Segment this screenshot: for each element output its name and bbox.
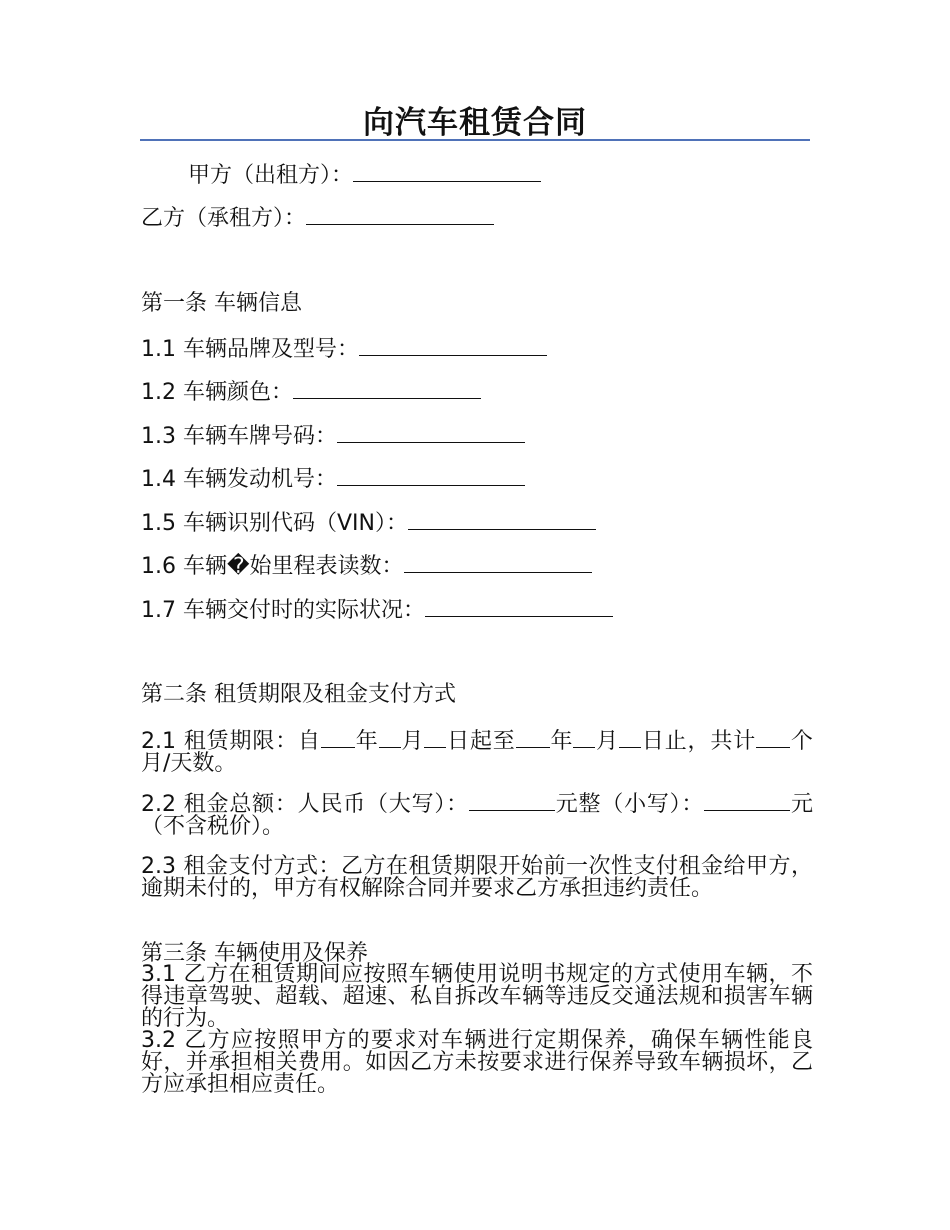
section2-heading: 第二条 租赁期限及租金支付方式 xyxy=(141,682,456,707)
vehicle-brand-blank xyxy=(359,333,547,356)
start-day-blank xyxy=(424,729,446,748)
clause-2-1-text: 年 xyxy=(354,729,379,754)
party-b-line xyxy=(141,202,494,234)
clause-2-1 xyxy=(141,729,813,775)
vehicle-brand-line xyxy=(141,333,547,365)
plate-number-line xyxy=(141,420,525,452)
delivery-condition-blank xyxy=(425,594,613,617)
vehicle-color-blank xyxy=(293,376,481,399)
section1-heading: 第一条 车辆信息 xyxy=(141,291,302,316)
clause-2-2-text: 元（不含税价）。 xyxy=(141,792,813,839)
vin-line xyxy=(141,507,596,539)
clause-2-2-text: 元整（小写）： xyxy=(554,792,705,817)
clause-3-2: 3.2 乙方应按照甲方的要求对车辆进行定期保养，确保车辆性能良好，并承担相关费用。如因乙方未按要求进行保养导致车辆损坏，乙方应承担相应责任。 xyxy=(141,1028,813,1097)
clause-2-1-text: 个月/天数。 xyxy=(141,729,813,776)
clause-2-3: 2.3 租金支付方式：乙方在租赁期限开始前一次性支付租金给甲方，逾期未付的，甲方有权解除合同并要求乙方承担违约责任。 xyxy=(141,854,813,901)
party-b-label: 乙方（承租方）： xyxy=(141,206,307,231)
end-month-blank xyxy=(573,729,595,748)
clause-2-1-text: 月 xyxy=(595,729,620,754)
end-day-blank xyxy=(619,729,641,748)
rent-uppercase-blank xyxy=(469,792,555,811)
vin-label: 1.5 车辆识别代码（VIN）： xyxy=(141,511,408,536)
party-a-label: 甲方（出租方）： xyxy=(188,163,354,188)
document-title: 向汽车租赁合同 xyxy=(363,105,587,141)
title-underline xyxy=(140,139,810,141)
clause-2-2 xyxy=(141,792,813,838)
clause-2-1-text: 日起至 xyxy=(446,729,516,754)
engine-number-label: 1.4 车辆发动机号： xyxy=(141,467,337,492)
engine-number-line xyxy=(141,463,525,495)
plate-number-blank xyxy=(337,420,525,443)
clause-2-1-text: 年 xyxy=(549,729,574,754)
party-a-line xyxy=(188,159,541,191)
odometer-line xyxy=(141,550,592,582)
party-a-blank xyxy=(353,159,541,182)
vehicle-brand-label: 1.1 车辆品牌及型号： xyxy=(141,337,359,362)
clause-2-1-text: 月 xyxy=(400,729,425,754)
end-year-blank xyxy=(516,729,550,748)
vehicle-color-line xyxy=(141,376,481,408)
total-period-blank xyxy=(756,729,790,748)
rent-lowercase-blank xyxy=(704,792,790,811)
party-b-blank xyxy=(306,202,494,225)
vehicle-color-label: 1.2 车辆颜色： xyxy=(141,380,293,405)
clause-2-2-text: 2.2 租金总额：人民币（大写）： xyxy=(141,792,469,817)
odometer-label: 1.6 车辆�始里程表读数： xyxy=(141,554,404,579)
start-year-blank xyxy=(321,729,355,748)
plate-number-label: 1.3 车辆车牌号码： xyxy=(141,424,337,449)
odometer-blank xyxy=(404,550,592,573)
start-month-blank xyxy=(379,729,401,748)
clause-3-1: 3.1 乙方在租赁期间应按照车辆使用说明书规定的方式使用车辆，不得违章驾驶、超载、超速、私自拆改车辆等违反交通法规和损害车辆的行为。 xyxy=(141,962,813,1031)
delivery-condition-line xyxy=(141,594,613,626)
vin-blank xyxy=(408,507,596,530)
delivery-condition-label: 1.7 车辆交付时的实际状况： xyxy=(141,598,425,623)
clause-2-1-text: 日止，共计 xyxy=(641,729,757,754)
section3-heading: 第三条 车辆使用及保养 xyxy=(141,941,368,966)
engine-number-blank xyxy=(337,463,525,486)
clause-2-1-text: 2.1 租赁期限：自 xyxy=(141,729,321,754)
